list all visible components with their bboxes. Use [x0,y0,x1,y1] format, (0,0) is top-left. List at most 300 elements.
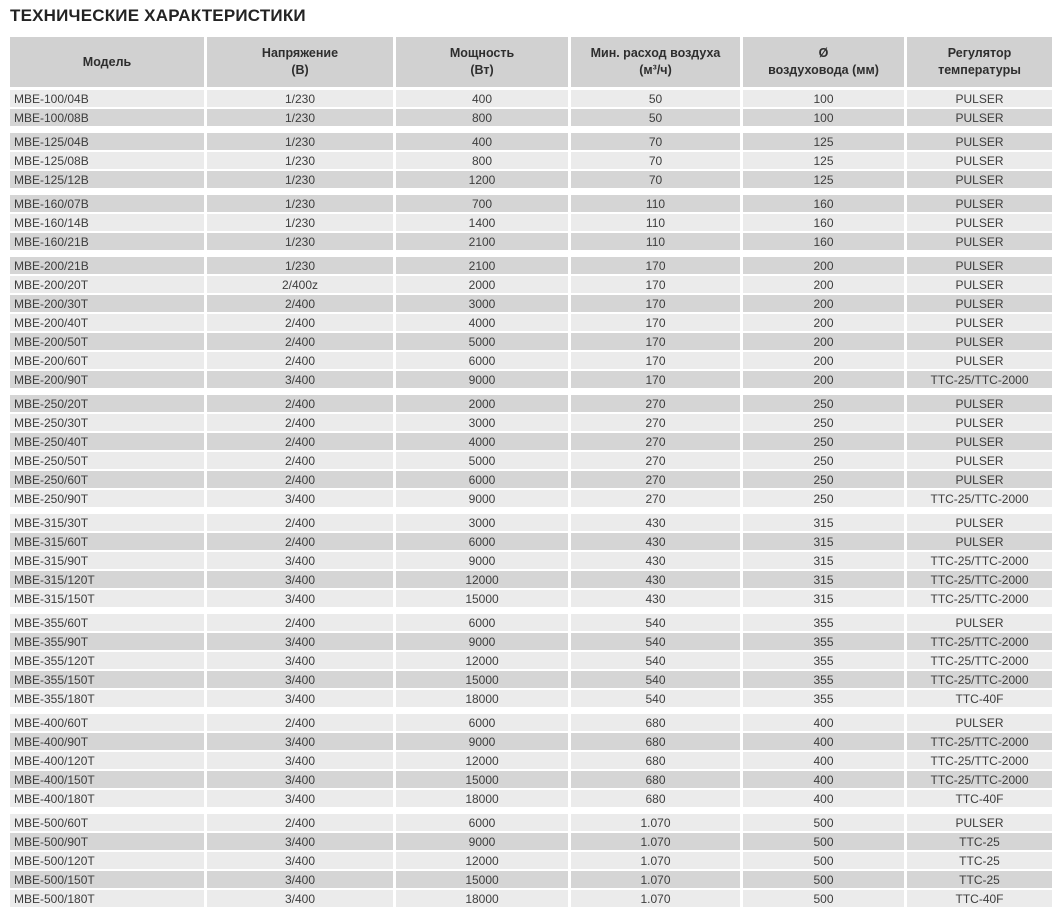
cell-model: MBE-400/150T [10,771,204,788]
column-header-power [396,37,568,87]
cell-regulator: TTC-25 [907,833,1052,850]
cell-duct: 200 [743,333,904,350]
model-group [10,714,1052,807]
cell-voltage: 1/230 [207,195,393,212]
table-row [10,790,1052,807]
table-row [10,333,1052,350]
cell-model: MBE-355/120T [10,652,204,669]
table-row [10,371,1052,388]
table-row [10,414,1052,431]
cell-voltage: 1/230 [207,214,393,231]
cell-regulator: TTC-25/TTC-2000 [907,671,1052,688]
cell-airflow: 170 [571,333,740,350]
cell-airflow: 430 [571,571,740,588]
cell-duct: 250 [743,490,904,507]
cell-regulator: TTC-40F [907,690,1052,707]
cell-duct: 315 [743,590,904,607]
cell-power: 1400 [396,214,568,231]
cell-duct: 250 [743,414,904,431]
cell-airflow: 110 [571,214,740,231]
cell-model: MBE-400/60T [10,714,204,731]
table-row [10,490,1052,507]
table-row [10,195,1052,212]
cell-voltage: 3/400 [207,790,393,807]
cell-regulator: TTC-25/TTC-2000 [907,571,1052,588]
cell-duct: 400 [743,714,904,731]
table-row [10,590,1052,607]
cell-model: MBE-250/30T [10,414,204,431]
cell-voltage: 3/400 [207,633,393,650]
cell-power: 6000 [396,471,568,488]
cell-regulator: PULSER [907,452,1052,469]
cell-duct: 250 [743,395,904,412]
cell-model: MBE-500/90T [10,833,204,850]
cell-model: MBE-250/90T [10,490,204,507]
cell-duct: 315 [743,514,904,531]
table-row [10,90,1052,107]
cell-power: 9000 [396,490,568,507]
cell-regulator: PULSER [907,195,1052,212]
page-title: ТЕХНИЧЕСКИЕ ХАРАКТЕРИСТИКИ [10,6,306,25]
cell-power: 700 [396,195,568,212]
cell-model: MBE-200/60T [10,352,204,369]
cell-voltage: 2/400 [207,614,393,631]
cell-regulator: TTC-25/TTC-2000 [907,590,1052,607]
column-header-line: Мин. расход воздуха [590,46,721,60]
cell-power: 12000 [396,652,568,669]
cell-regulator: PULSER [907,433,1052,450]
cell-airflow: 680 [571,752,740,769]
cell-voltage: 2/400 [207,814,393,831]
cell-regulator: TTC-25/TTC-2000 [907,490,1052,507]
cell-regulator: PULSER [907,90,1052,107]
cell-duct: 355 [743,614,904,631]
table-row [10,690,1052,707]
table-row [10,452,1052,469]
cell-power: 6000 [396,352,568,369]
table-row [10,257,1052,274]
cell-airflow: 50 [571,90,740,107]
cell-voltage: 3/400 [207,371,393,388]
cell-voltage: 3/400 [207,833,393,850]
table-row [10,314,1052,331]
cell-duct: 500 [743,871,904,888]
cell-power: 400 [396,133,568,150]
cell-model: MBE-250/20T [10,395,204,412]
cell-airflow: 540 [571,633,740,650]
cell-airflow: 170 [571,257,740,274]
model-group [10,90,1052,126]
cell-voltage: 2/400 [207,452,393,469]
cell-duct: 315 [743,552,904,569]
cell-model: MBE-315/60T [10,533,204,550]
cell-duct: 500 [743,852,904,869]
cell-voltage: 2/400 [207,352,393,369]
table-row [10,571,1052,588]
cell-regulator: PULSER [907,533,1052,550]
cell-power: 1200 [396,171,568,188]
table-row [10,533,1052,550]
cell-power: 6000 [396,814,568,831]
model-group [10,614,1052,707]
cell-airflow: 1.070 [571,814,740,831]
cell-voltage: 1/230 [207,90,393,107]
cell-regulator: TTC-25/TTC-2000 [907,633,1052,650]
cell-voltage: 3/400 [207,871,393,888]
cell-model: MBE-500/150T [10,871,204,888]
table-row [10,890,1052,907]
table-row [10,276,1052,293]
column-header-voltage [207,37,393,87]
cell-regulator: TTC-25 [907,871,1052,888]
cell-power: 800 [396,109,568,126]
model-group [10,257,1052,388]
cell-airflow: 1.070 [571,833,740,850]
cell-airflow: 430 [571,533,740,550]
cell-airflow: 170 [571,352,740,369]
cell-regulator: PULSER [907,109,1052,126]
cell-airflow: 110 [571,195,740,212]
cell-duct: 200 [743,371,904,388]
cell-airflow: 540 [571,614,740,631]
table-row [10,552,1052,569]
cell-model: MBE-400/90T [10,733,204,750]
cell-model: MBE-200/90T [10,371,204,388]
cell-power: 2100 [396,257,568,274]
cell-regulator: PULSER [907,152,1052,169]
cell-regulator: TTC-25/TTC-2000 [907,552,1052,569]
cell-regulator: PULSER [907,714,1052,731]
cell-power: 4000 [396,433,568,450]
model-group [10,195,1052,250]
cell-model: MBE-315/150T [10,590,204,607]
cell-power: 5000 [396,452,568,469]
cell-model: MBE-250/50T [10,452,204,469]
cell-regulator: PULSER [907,395,1052,412]
cell-duct: 200 [743,295,904,312]
cell-voltage: 3/400 [207,671,393,688]
cell-airflow: 270 [571,433,740,450]
cell-power: 5000 [396,333,568,350]
cell-voltage: 2/400 [207,433,393,450]
cell-voltage: 2/400 [207,414,393,431]
cell-airflow: 540 [571,652,740,669]
cell-voltage: 1/230 [207,233,393,250]
cell-airflow: 50 [571,109,740,126]
cell-duct: 355 [743,671,904,688]
cell-model: MBE-355/90T [10,633,204,650]
cell-model: MBE-200/20T [10,276,204,293]
cell-duct: 160 [743,233,904,250]
cell-airflow: 1.070 [571,890,740,907]
cell-regulator: PULSER [907,471,1052,488]
cell-power: 3000 [396,514,568,531]
cell-voltage: 1/230 [207,109,393,126]
cell-voltage: 1/230 [207,257,393,274]
cell-airflow: 270 [571,414,740,431]
cell-duct: 500 [743,814,904,831]
column-header-duct [743,37,904,87]
cell-model: MBE-160/14B [10,214,204,231]
cell-airflow: 540 [571,690,740,707]
cell-duct: 400 [743,733,904,750]
cell-voltage: 3/400 [207,771,393,788]
cell-regulator: TTC-40F [907,890,1052,907]
cell-duct: 125 [743,171,904,188]
cell-voltage: 2/400 [207,471,393,488]
cell-voltage: 3/400 [207,590,393,607]
cell-airflow: 680 [571,790,740,807]
cell-airflow: 270 [571,395,740,412]
column-header-line: (м³/ч) [639,63,672,77]
table-row [10,133,1052,150]
cell-duct: 500 [743,833,904,850]
cell-duct: 315 [743,571,904,588]
cell-power: 15000 [396,871,568,888]
cell-airflow: 680 [571,771,740,788]
cell-airflow: 170 [571,371,740,388]
cell-power: 12000 [396,752,568,769]
cell-regulator: PULSER [907,233,1052,250]
cell-power: 4000 [396,314,568,331]
cell-duct: 200 [743,352,904,369]
table-body [10,90,1052,907]
table-row [10,214,1052,231]
cell-voltage: 3/400 [207,690,393,707]
column-header-line: Ø [818,46,829,60]
cell-model: MBE-400/180T [10,790,204,807]
cell-regulator: PULSER [907,257,1052,274]
table-row [10,733,1052,750]
cell-airflow: 270 [571,452,740,469]
table-row [10,814,1052,831]
cell-regulator: TTC-25/TTC-2000 [907,733,1052,750]
column-header-line: Напряжение [261,46,339,60]
cell-duct: 200 [743,257,904,274]
cell-airflow: 430 [571,590,740,607]
cell-voltage: 2/400 [207,314,393,331]
table-row [10,433,1052,450]
column-header-line: Мощность [449,46,515,60]
table-row [10,652,1052,669]
cell-model: MBE-355/180T [10,690,204,707]
cell-regulator: TTC-25/TTC-2000 [907,752,1052,769]
cell-model: MBE-355/150T [10,671,204,688]
table-row [10,852,1052,869]
cell-duct: 100 [743,90,904,107]
cell-regulator: TTC-25/TTC-2000 [907,771,1052,788]
cell-duct: 125 [743,133,904,150]
cell-duct: 160 [743,195,904,212]
cell-regulator: PULSER [907,352,1052,369]
cell-model: MBE-200/40T [10,314,204,331]
cell-voltage: 3/400 [207,652,393,669]
cell-voltage: 3/400 [207,490,393,507]
cell-power: 9000 [396,733,568,750]
column-header-line: температуры [938,63,1021,77]
cell-model: MBE-160/21B [10,233,204,250]
cell-airflow: 680 [571,714,740,731]
cell-regulator: PULSER [907,614,1052,631]
table-row [10,614,1052,631]
cell-model: MBE-400/120T [10,752,204,769]
column-header-airflow [571,37,740,87]
cell-regulator: TTC-25/TTC-2000 [907,371,1052,388]
cell-regulator: PULSER [907,414,1052,431]
table-row [10,109,1052,126]
model-group [10,395,1052,507]
cell-power: 6000 [396,714,568,731]
table-row [10,471,1052,488]
cell-model: MBE-200/30T [10,295,204,312]
table-row [10,233,1052,250]
cell-model: MBE-315/90T [10,552,204,569]
cell-model: MBE-160/07B [10,195,204,212]
cell-airflow: 270 [571,490,740,507]
cell-model: MBE-315/120T [10,571,204,588]
column-header-line: (Вт) [470,63,494,77]
cell-power: 15000 [396,671,568,688]
cell-power: 2100 [396,233,568,250]
cell-voltage: 2/400 [207,395,393,412]
cell-voltage: 2/400 [207,333,393,350]
cell-duct: 315 [743,533,904,550]
cell-power: 6000 [396,533,568,550]
cell-power: 12000 [396,852,568,869]
cell-regulator: PULSER [907,171,1052,188]
cell-airflow: 680 [571,733,740,750]
cell-duct: 100 [743,109,904,126]
cell-airflow: 540 [571,671,740,688]
cell-power: 12000 [396,571,568,588]
cell-airflow: 110 [571,233,740,250]
cell-model: MBE-250/60T [10,471,204,488]
cell-voltage: 2/400 [207,533,393,550]
cell-model: MBE-500/180T [10,890,204,907]
cell-duct: 250 [743,433,904,450]
cell-power: 9000 [396,833,568,850]
cell-power: 18000 [396,690,568,707]
cell-airflow: 430 [571,514,740,531]
table-row [10,633,1052,650]
cell-voltage: 3/400 [207,552,393,569]
cell-voltage: 3/400 [207,852,393,869]
cell-airflow: 70 [571,171,740,188]
cell-duct: 200 [743,276,904,293]
table-row [10,833,1052,850]
model-group [10,514,1052,607]
cell-voltage: 1/230 [207,171,393,188]
table-row [10,671,1052,688]
cell-model: MBE-315/30T [10,514,204,531]
cell-model: MBE-200/21B [10,257,204,274]
cell-power: 2000 [396,395,568,412]
table-row [10,514,1052,531]
cell-airflow: 430 [571,552,740,569]
cell-power: 18000 [396,790,568,807]
column-header-line: Модель [82,54,132,69]
cell-model: MBE-100/04B [10,90,204,107]
column-header-line: воздуховода (мм) [768,63,879,77]
cell-regulator: PULSER [907,814,1052,831]
column-header-regulator [907,37,1052,87]
cell-duct: 400 [743,771,904,788]
cell-duct: 250 [743,452,904,469]
cell-duct: 355 [743,633,904,650]
cell-model: MBE-100/08B [10,109,204,126]
cell-duct: 355 [743,690,904,707]
cell-power: 6000 [396,614,568,631]
cell-regulator: TTC-40F [907,790,1052,807]
cell-power: 15000 [396,590,568,607]
cell-voltage: 1/230 [207,133,393,150]
cell-power: 9000 [396,552,568,569]
model-group [10,133,1052,188]
table-row [10,171,1052,188]
cell-duct: 125 [743,152,904,169]
cell-regulator: PULSER [907,514,1052,531]
cell-power: 3000 [396,295,568,312]
cell-power: 9000 [396,633,568,650]
cell-voltage: 2/400 [207,295,393,312]
cell-power: 3000 [396,414,568,431]
column-header-model [10,37,204,87]
cell-duct: 355 [743,652,904,669]
table-row [10,352,1052,369]
cell-duct: 200 [743,314,904,331]
cell-model: MBE-500/60T [10,814,204,831]
cell-power: 800 [396,152,568,169]
cell-airflow: 70 [571,133,740,150]
cell-voltage: 2/400 [207,514,393,531]
cell-airflow: 170 [571,276,740,293]
cell-regulator: PULSER [907,276,1052,293]
cell-airflow: 270 [571,471,740,488]
cell-airflow: 70 [571,152,740,169]
cell-voltage: 3/400 [207,890,393,907]
cell-model: MBE-355/60T [10,614,204,631]
model-group [10,814,1052,907]
cell-voltage: 2/400 [207,714,393,731]
table-row [10,395,1052,412]
cell-voltage: 1/230 [207,152,393,169]
cell-duct: 160 [743,214,904,231]
cell-duct: 400 [743,790,904,807]
cell-regulator: TTC-25/TTC-2000 [907,652,1052,669]
cell-airflow: 170 [571,295,740,312]
cell-model: MBE-500/120T [10,852,204,869]
column-header-line: Регулятор [947,46,1012,60]
table-row [10,871,1052,888]
cell-regulator: PULSER [907,333,1052,350]
table-row [10,771,1052,788]
cell-airflow: 1.070 [571,871,740,888]
cell-voltage: 2/400z [207,276,393,293]
cell-model: MBE-125/12B [10,171,204,188]
cell-power: 9000 [396,371,568,388]
cell-model: MBE-125/08B [10,152,204,169]
table-row [10,152,1052,169]
cell-power: 400 [396,90,568,107]
cell-regulator: PULSER [907,133,1052,150]
cell-regulator: PULSER [907,295,1052,312]
cell-regulator: PULSER [907,214,1052,231]
cell-duct: 400 [743,752,904,769]
cell-power: 2000 [396,276,568,293]
cell-voltage: 3/400 [207,733,393,750]
table-row [10,714,1052,731]
cell-power: 15000 [396,771,568,788]
